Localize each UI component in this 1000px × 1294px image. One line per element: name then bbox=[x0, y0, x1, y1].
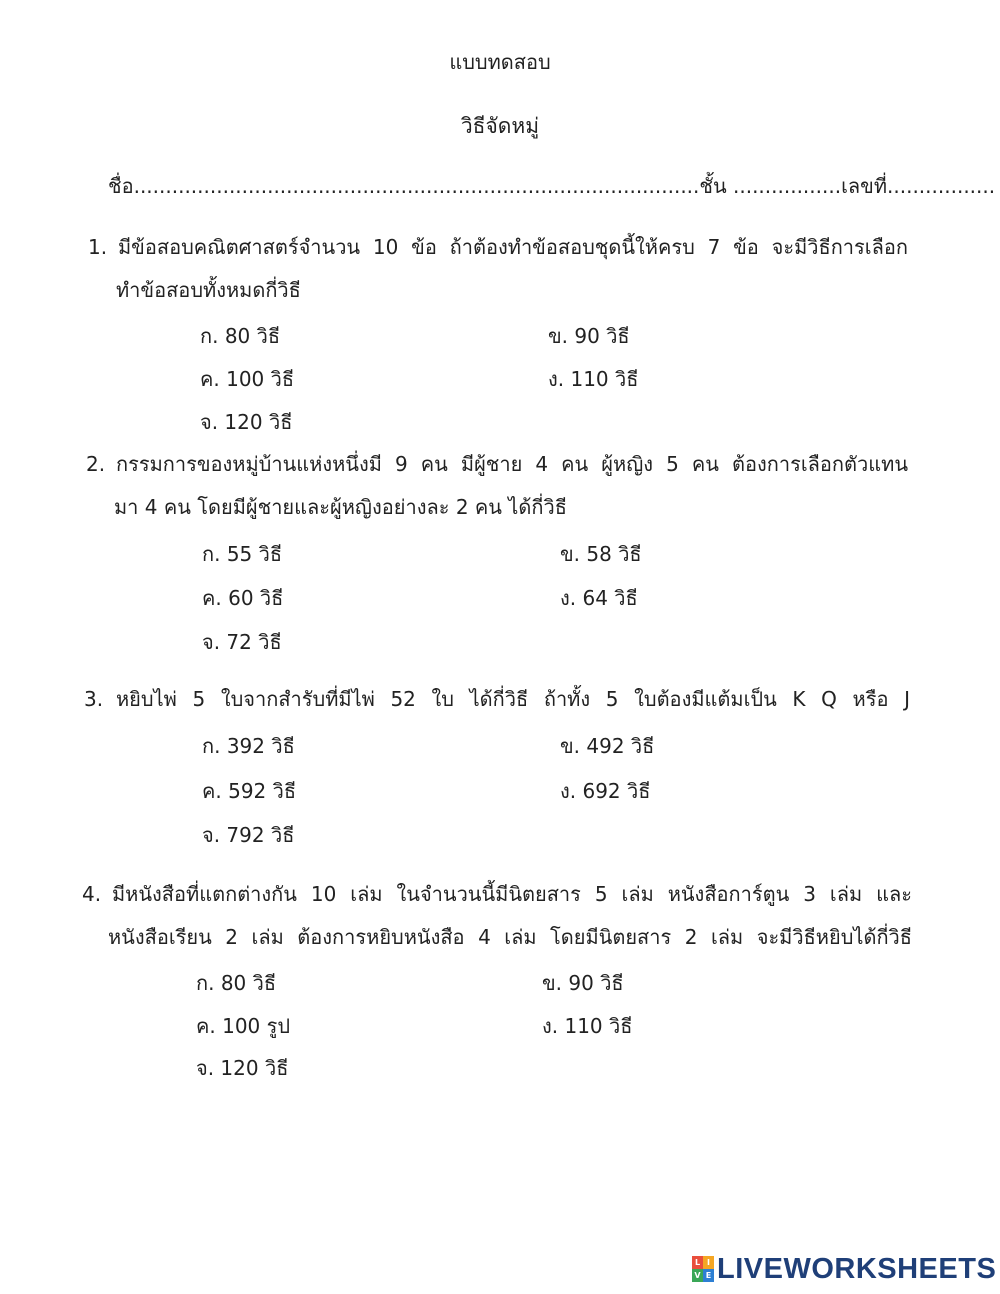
choice-c[interactable]: ค. 592 วิธี bbox=[202, 779, 297, 803]
logo-tile: E bbox=[703, 1269, 714, 1282]
choice-b[interactable]: ข. 90 วิธี bbox=[548, 324, 630, 348]
choice-e[interactable]: จ. 120 วิธี bbox=[200, 410, 293, 434]
choice-a[interactable]: ก. 392 วิธี bbox=[202, 734, 295, 758]
choice-a[interactable]: ก. 55 วิธี bbox=[202, 542, 283, 566]
question-text-line1: กรรมการของหมู่บ้านแห่งหนึ่งมี 9 คน มีผู้ชาย 4 คน ผู้หญิง 5 คน ต้องการเลือกตัวแทน bbox=[116, 452, 908, 476]
choice-c[interactable]: ค. 60 วิธี bbox=[202, 586, 284, 610]
question-text-line1: มีหนังสือที่แตกต่างกัน 10 เล่ม ในจำนวนนี้มีนิตยสาร 5 เล่ม หนังสือการ์ตูน 3 เล่ม และ bbox=[112, 882, 912, 906]
logo-tile: I bbox=[703, 1256, 714, 1269]
logo-tile: V bbox=[692, 1269, 703, 1282]
question-number: 4. bbox=[82, 882, 102, 906]
choice-d[interactable]: ง. 110 วิธี bbox=[542, 1014, 633, 1038]
student-info-line: ชื่อ.........................................................................................ชั้น .................เลขที่................. bbox=[108, 174, 996, 198]
choice-b[interactable]: ข. 90 วิธี bbox=[542, 971, 624, 995]
liveworksheets-icon bbox=[692, 1256, 714, 1282]
question-text-line2: ทำข้อสอบทั้งหมดกี่วิธี bbox=[116, 278, 301, 302]
choice-b[interactable]: ข. 58 วิธี bbox=[560, 542, 642, 566]
question-1 bbox=[88, 226, 908, 312]
question-text-line2: มา 4 คน โดยมีผู้ชายและผู้หญิงอย่างละ 2 คน ได้กี่วิธี bbox=[114, 495, 567, 519]
page-title: แบบทดสอบ bbox=[449, 50, 551, 74]
liveworksheets-logo bbox=[692, 1252, 997, 1286]
page-subtitle: วิธีจัดหมู่ bbox=[460, 114, 540, 138]
choice-d[interactable]: ง. 64 วิธี bbox=[560, 586, 638, 610]
question-text-line1: มีข้อสอบคณิตศาสตร์จำนวน 10 ข้อ ถ้าต้องทำข้อสอบชุดนี้ให้ครบ 7 ข้อ จะมีวิธีการเลือก bbox=[118, 235, 908, 259]
question-text-line1: หยิบไพ่ 5 ใบจากสำรับที่มีไพ่ 52 ใบ ได้กี่วิธี ถ้าทั้ง 5 ใบต้องมีแต้มเป็น K Q หรือ J bbox=[116, 687, 910, 711]
question-4 bbox=[82, 873, 912, 959]
choice-c[interactable]: ค. 100 รูป bbox=[196, 1014, 291, 1038]
question-2 bbox=[86, 443, 908, 529]
question-number: 2. bbox=[86, 452, 106, 476]
choice-e[interactable]: จ. 72 วิธี bbox=[202, 630, 282, 654]
logo-wordmark: LIVEWORKSHEETS bbox=[717, 1252, 997, 1285]
logo-tile: L bbox=[692, 1256, 703, 1269]
question-number: 3. bbox=[84, 687, 104, 711]
choice-d[interactable]: ง. 692 วิธี bbox=[560, 779, 651, 803]
question-text-line2: หนังสือเรียน 2 เล่ม ต้องการหยิบหนังสือ 4 เล่ม โดยมีนิตยสาร 2 เล่ม จะมีวิธีหยิบได้กี่วิธี bbox=[108, 925, 912, 949]
choice-a[interactable]: ก. 80 วิธี bbox=[200, 324, 281, 348]
choice-e[interactable]: จ. 120 วิธี bbox=[196, 1056, 289, 1080]
choice-e[interactable]: จ. 792 วิธี bbox=[202, 823, 295, 847]
choice-d[interactable]: ง. 110 วิธี bbox=[548, 367, 639, 391]
question-number: 1. bbox=[88, 235, 108, 259]
choice-c[interactable]: ค. 100 วิธี bbox=[200, 367, 295, 391]
choice-a[interactable]: ก. 80 วิธี bbox=[196, 971, 277, 995]
choice-b[interactable]: ข. 492 วิธี bbox=[560, 734, 655, 758]
question-3 bbox=[84, 678, 910, 721]
